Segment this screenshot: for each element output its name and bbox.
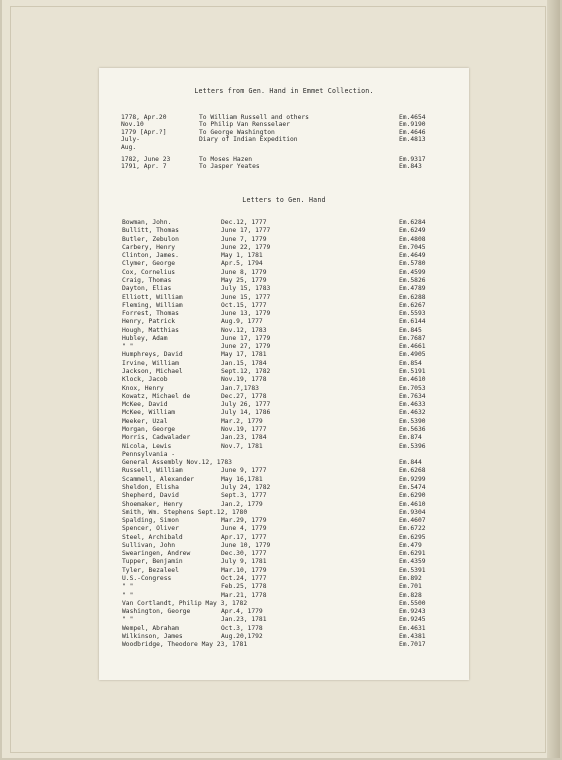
letter-date: Jan.7,1783 xyxy=(221,384,259,392)
letter-date: Jan.15, 1784 xyxy=(221,359,267,367)
collection-number: Em.4813 xyxy=(399,136,426,144)
correspondent-name: Sullivan, John xyxy=(122,541,176,549)
letter-description: To Jasper Yeates xyxy=(199,163,260,171)
collection-number: Em.479 xyxy=(399,541,422,549)
correspondent-name: " " xyxy=(122,343,134,351)
collection-number: Em.4789 xyxy=(399,285,426,293)
correspondent-name: " " xyxy=(122,583,134,591)
correspondent-name: McKee, William xyxy=(122,409,176,417)
correspondent-name: Pennsylvania - xyxy=(122,450,176,458)
letter-description: To William Russell and others xyxy=(199,114,309,121)
collection-number: Em.4649 xyxy=(399,252,426,260)
correspondent-name: Nicola, Lewis xyxy=(122,442,172,450)
letter-date: Nov.10 xyxy=(121,121,144,129)
collection-number: Em.6295 xyxy=(399,533,426,541)
correspondent-name: Humphreys, David xyxy=(122,351,183,359)
correspondent-name: General Assembly Nov.12, 1783 xyxy=(122,459,232,467)
correspondent-name: Irvine, William xyxy=(122,359,179,367)
letter-date: Jan.2, 1779 xyxy=(221,500,263,508)
letter-date: 1778, Apr.20 xyxy=(121,114,167,121)
collection-number: Em.4905 xyxy=(399,351,426,359)
collection-number: Em.828 xyxy=(399,591,422,599)
correspondent-name: Clinton, James. xyxy=(122,252,179,260)
correspondent-name: Bullitt, Thomas xyxy=(122,227,179,235)
correspondent-name: U.S.-Congress xyxy=(122,575,172,583)
typed-sheet xyxy=(99,68,469,680)
to-hand-row xyxy=(99,640,469,649)
correspondent-name: Hough, Matthias xyxy=(122,326,179,334)
letter-date: Dec.12, 1777 xyxy=(221,219,267,226)
correspondent-name: Spalding, Simon xyxy=(122,517,179,525)
collection-number: Em.5826 xyxy=(399,276,426,284)
letter-date: June 10, 1779 xyxy=(221,541,271,549)
collection-number: Em.844 xyxy=(399,459,422,467)
letter-date: June 8, 1779 xyxy=(221,268,267,276)
correspondent-name: Klock, Jacob xyxy=(122,376,168,384)
correspondent-name: Tupper, Benjamin xyxy=(122,558,183,566)
letter-date: Mar.2, 1779 xyxy=(221,417,263,425)
letter-date: Apr.5, 1794 xyxy=(221,260,263,268)
collection-number: Em.4633 xyxy=(399,401,426,409)
collection-number: Em.4661 xyxy=(399,343,426,351)
correspondent-name: Morris, Cadwalader xyxy=(122,434,191,442)
correspondent-name: McKee, David xyxy=(122,401,168,409)
correspondent-name: Van Cortlandt, Philip May 3, 1782 xyxy=(122,599,248,607)
collection-number: Em.9243 xyxy=(399,608,426,616)
letter-date: May 25, 1779 xyxy=(221,276,267,284)
collection-number: Em.6722 xyxy=(399,525,426,533)
correspondent-name: Bowman, John. xyxy=(122,219,172,226)
letter-date: Apr.4, 1779 xyxy=(221,608,263,616)
correspondent-name: Swearingen, Andrew xyxy=(122,550,191,558)
heading-to-hand: Letters to Gen. Hand xyxy=(242,196,326,204)
collection-number: Em.9317 xyxy=(399,156,426,163)
correspondent-name: Woodbridge, Theodore May 23, 1781 xyxy=(122,641,248,649)
letter-date: 1791, Apr. 7 xyxy=(121,163,167,171)
correspondent-name: Forrest, Thomas xyxy=(122,310,179,318)
correspondent-name: Henry, Patrick xyxy=(122,318,176,326)
correspondent-name: Jackson, Michael xyxy=(122,368,183,376)
collection-number: Em.6267 xyxy=(399,301,426,309)
collection-number: Em.6144 xyxy=(399,318,426,326)
letter-date: Jan.23, 1781 xyxy=(221,616,267,624)
collection-number: Em.4610 xyxy=(399,500,426,508)
from-hand-row xyxy=(99,143,469,152)
letter-date: July 15, 1783 xyxy=(221,285,271,293)
correspondent-name: Carbery, Henry xyxy=(122,243,176,251)
letter-description: Diary of Indian Expedition xyxy=(199,136,298,144)
correspondent-name: Wempel, Abraham xyxy=(122,624,179,632)
correspondent-name: Butler, Zebulon xyxy=(122,235,179,243)
collection-number: Em.4632 xyxy=(399,409,426,417)
collection-number: Em.6290 xyxy=(399,492,426,500)
collection-number: Em.9299 xyxy=(399,475,426,483)
correspondent-name: Shoemaker, Henry xyxy=(122,500,183,508)
collection-number: Em.7045 xyxy=(399,243,426,251)
correspondent-name: Fleming, William xyxy=(122,301,183,309)
letter-date: Nov.12, 1783 xyxy=(221,326,267,334)
collection-number: Em.4646 xyxy=(399,128,426,136)
correspondent-name: Morgan, George xyxy=(122,426,176,433)
letter-date: June 17, 1779 xyxy=(221,334,271,342)
correspondent-name: Hubley, Adam xyxy=(122,334,168,342)
collection-number: Em.5474 xyxy=(399,483,426,491)
correspondent-name: Kowatz, Michael de xyxy=(122,392,191,400)
correspondent-name: " " xyxy=(122,591,134,599)
collection-number: Em.9190 xyxy=(399,121,426,129)
letter-date: Nov.19, 1778 xyxy=(221,376,267,384)
collection-number: Em.5780 xyxy=(399,260,426,268)
collection-number: Em.701 xyxy=(399,583,422,591)
letter-date: Aug.20,1792 xyxy=(221,633,263,640)
correspondent-name: Spencer, Oliver xyxy=(122,525,179,533)
letter-date: Oct.15, 1777 xyxy=(221,301,267,309)
collection-number: Em.5500 xyxy=(399,599,426,607)
letter-date: Jan.23, 1784 xyxy=(221,434,267,442)
letter-date: 1779 [Apr.?] xyxy=(121,128,167,136)
correspondent-name: Washington, George xyxy=(122,608,191,616)
collection-number: Em.9304 xyxy=(399,508,426,516)
correspondent-name: Clymer, George xyxy=(122,260,176,268)
letter-date: May 17, 1781 xyxy=(221,351,267,359)
collection-number: Em.5390 xyxy=(399,417,426,425)
collection-number: Em.843 xyxy=(399,163,422,171)
collection-number: Em.7687 xyxy=(399,334,426,342)
letter-description: To George Washington xyxy=(199,128,275,136)
collection-number: Em.4808 xyxy=(399,235,426,243)
collection-number: Em.4607 xyxy=(399,517,426,525)
letter-date: Oct.3, 1778 xyxy=(221,624,263,632)
letter-date: May 1, 1781 xyxy=(221,252,263,260)
letter-date: June 17, 1777 xyxy=(221,227,271,235)
letter-date: June 27, 1779 xyxy=(221,343,271,351)
collection-number: Em.4631 xyxy=(399,624,426,632)
correspondent-name: Knox, Henry xyxy=(122,384,164,392)
collection-number: Em.874 xyxy=(399,434,422,442)
letter-date: Mar.29, 1779 xyxy=(221,517,267,525)
collection-number: Em.9245 xyxy=(399,616,426,624)
correspondent-name: Meeker, Uzal xyxy=(122,417,168,425)
correspondent-name: Shepherd, David xyxy=(122,492,179,500)
collection-number: Em.6288 xyxy=(399,293,426,301)
letter-date: June 22, 1779 xyxy=(221,243,271,251)
letter-date: June 4, 1779 xyxy=(221,525,267,533)
collection-number: Em.7053 xyxy=(399,384,426,392)
collection-number: Em.4610 xyxy=(399,376,426,384)
collection-number: Em.7634 xyxy=(399,392,426,400)
collection-number: Em.5191 xyxy=(399,368,426,376)
correspondent-name: Craig, Thomas xyxy=(122,276,172,284)
correspondent-name: Smith, Wm. Stephens Sept.12, 1780 xyxy=(122,508,248,516)
correspondent-name: Elliott, William xyxy=(122,293,183,301)
correspondent-name: Sheldon, Elisha xyxy=(122,483,179,491)
letter-date: July- xyxy=(121,136,140,144)
correspondent-name: Dayton, Elias xyxy=(122,285,172,293)
binding-gutter xyxy=(547,0,560,758)
letter-date: Nov.7, 1781 xyxy=(221,442,263,450)
collection-number: Em.5593 xyxy=(399,310,426,318)
letter-date: June 15, 1777 xyxy=(221,293,271,301)
collection-number: Em.6268 xyxy=(399,467,426,475)
letter-date: Mar.21, 1778 xyxy=(221,591,267,599)
collection-number: Em.5636 xyxy=(399,426,426,433)
correspondent-name: Wilkinson, James xyxy=(122,633,183,640)
letter-date: July 24, 1782 xyxy=(221,483,271,491)
letter-description: To Moses Hazen xyxy=(199,156,253,163)
correspondent-name: Russell, William xyxy=(122,467,183,475)
collection-number: Em.6249 xyxy=(399,227,426,235)
letter-date: July 26, 1777 xyxy=(221,401,271,409)
letter-date: June 9, 1777 xyxy=(221,467,267,475)
letter-date: 1782, June 23 xyxy=(121,156,171,163)
correspondent-name: Cox, Cornelius xyxy=(122,268,176,276)
letter-date: Aug.9, 1777 xyxy=(221,318,263,326)
collection-number: Em.4599 xyxy=(399,268,426,276)
collection-number: Em.845 xyxy=(399,326,422,334)
letter-date: Dec.30, 1777 xyxy=(221,550,267,558)
collection-number: Em.6284 xyxy=(399,219,426,226)
collection-number: Em.7017 xyxy=(399,641,426,649)
letter-description: To Philip Van Rensselaer xyxy=(199,121,290,129)
from-hand-row xyxy=(99,162,469,171)
collection-number: Em.4381 xyxy=(399,633,426,640)
collection-number: Em.854 xyxy=(399,359,422,367)
collection-number: Em.5396 xyxy=(399,442,426,450)
correspondent-name: Scammell, Alexander xyxy=(122,475,195,483)
letter-date: June 7, 1779 xyxy=(221,235,267,243)
letter-date: Dec.27, 1778 xyxy=(221,392,267,400)
letter-date: Apr.17, 1777 xyxy=(221,533,267,541)
heading-from-hand: Letters from Gen. Hand in Emmet Collection. xyxy=(194,87,374,95)
letter-date: Mar.10, 1779 xyxy=(221,566,267,574)
collection-number: Em.6291 xyxy=(399,550,426,558)
letter-date: Sept.3, 1777 xyxy=(221,492,267,500)
correspondent-name: Tyler, Bezaleel xyxy=(122,566,179,574)
correspondent-name: " " xyxy=(122,616,134,624)
letter-date: July 14, 1786 xyxy=(221,409,271,417)
letter-date: Oct.24, 1777 xyxy=(221,575,267,583)
letter-date: May 16,1781 xyxy=(221,475,263,483)
collection-number: Em.5391 xyxy=(399,566,426,574)
letter-date: Nov.19, 1777 xyxy=(221,426,267,433)
collection-number: Em.892 xyxy=(399,575,422,583)
album-page xyxy=(2,0,558,758)
letter-date: July 9, 1781 xyxy=(221,558,267,566)
collection-number: Em.4359 xyxy=(399,558,426,566)
collection-number: Em.4654 xyxy=(399,114,426,121)
letter-date: Feb.25, 1778 xyxy=(221,583,267,591)
letter-date: Aug. xyxy=(121,143,137,151)
letter-date: June 13, 1779 xyxy=(221,310,271,318)
letter-date: Sept.12, 1782 xyxy=(221,368,271,376)
correspondent-name: Steel, Archibald xyxy=(122,533,183,541)
